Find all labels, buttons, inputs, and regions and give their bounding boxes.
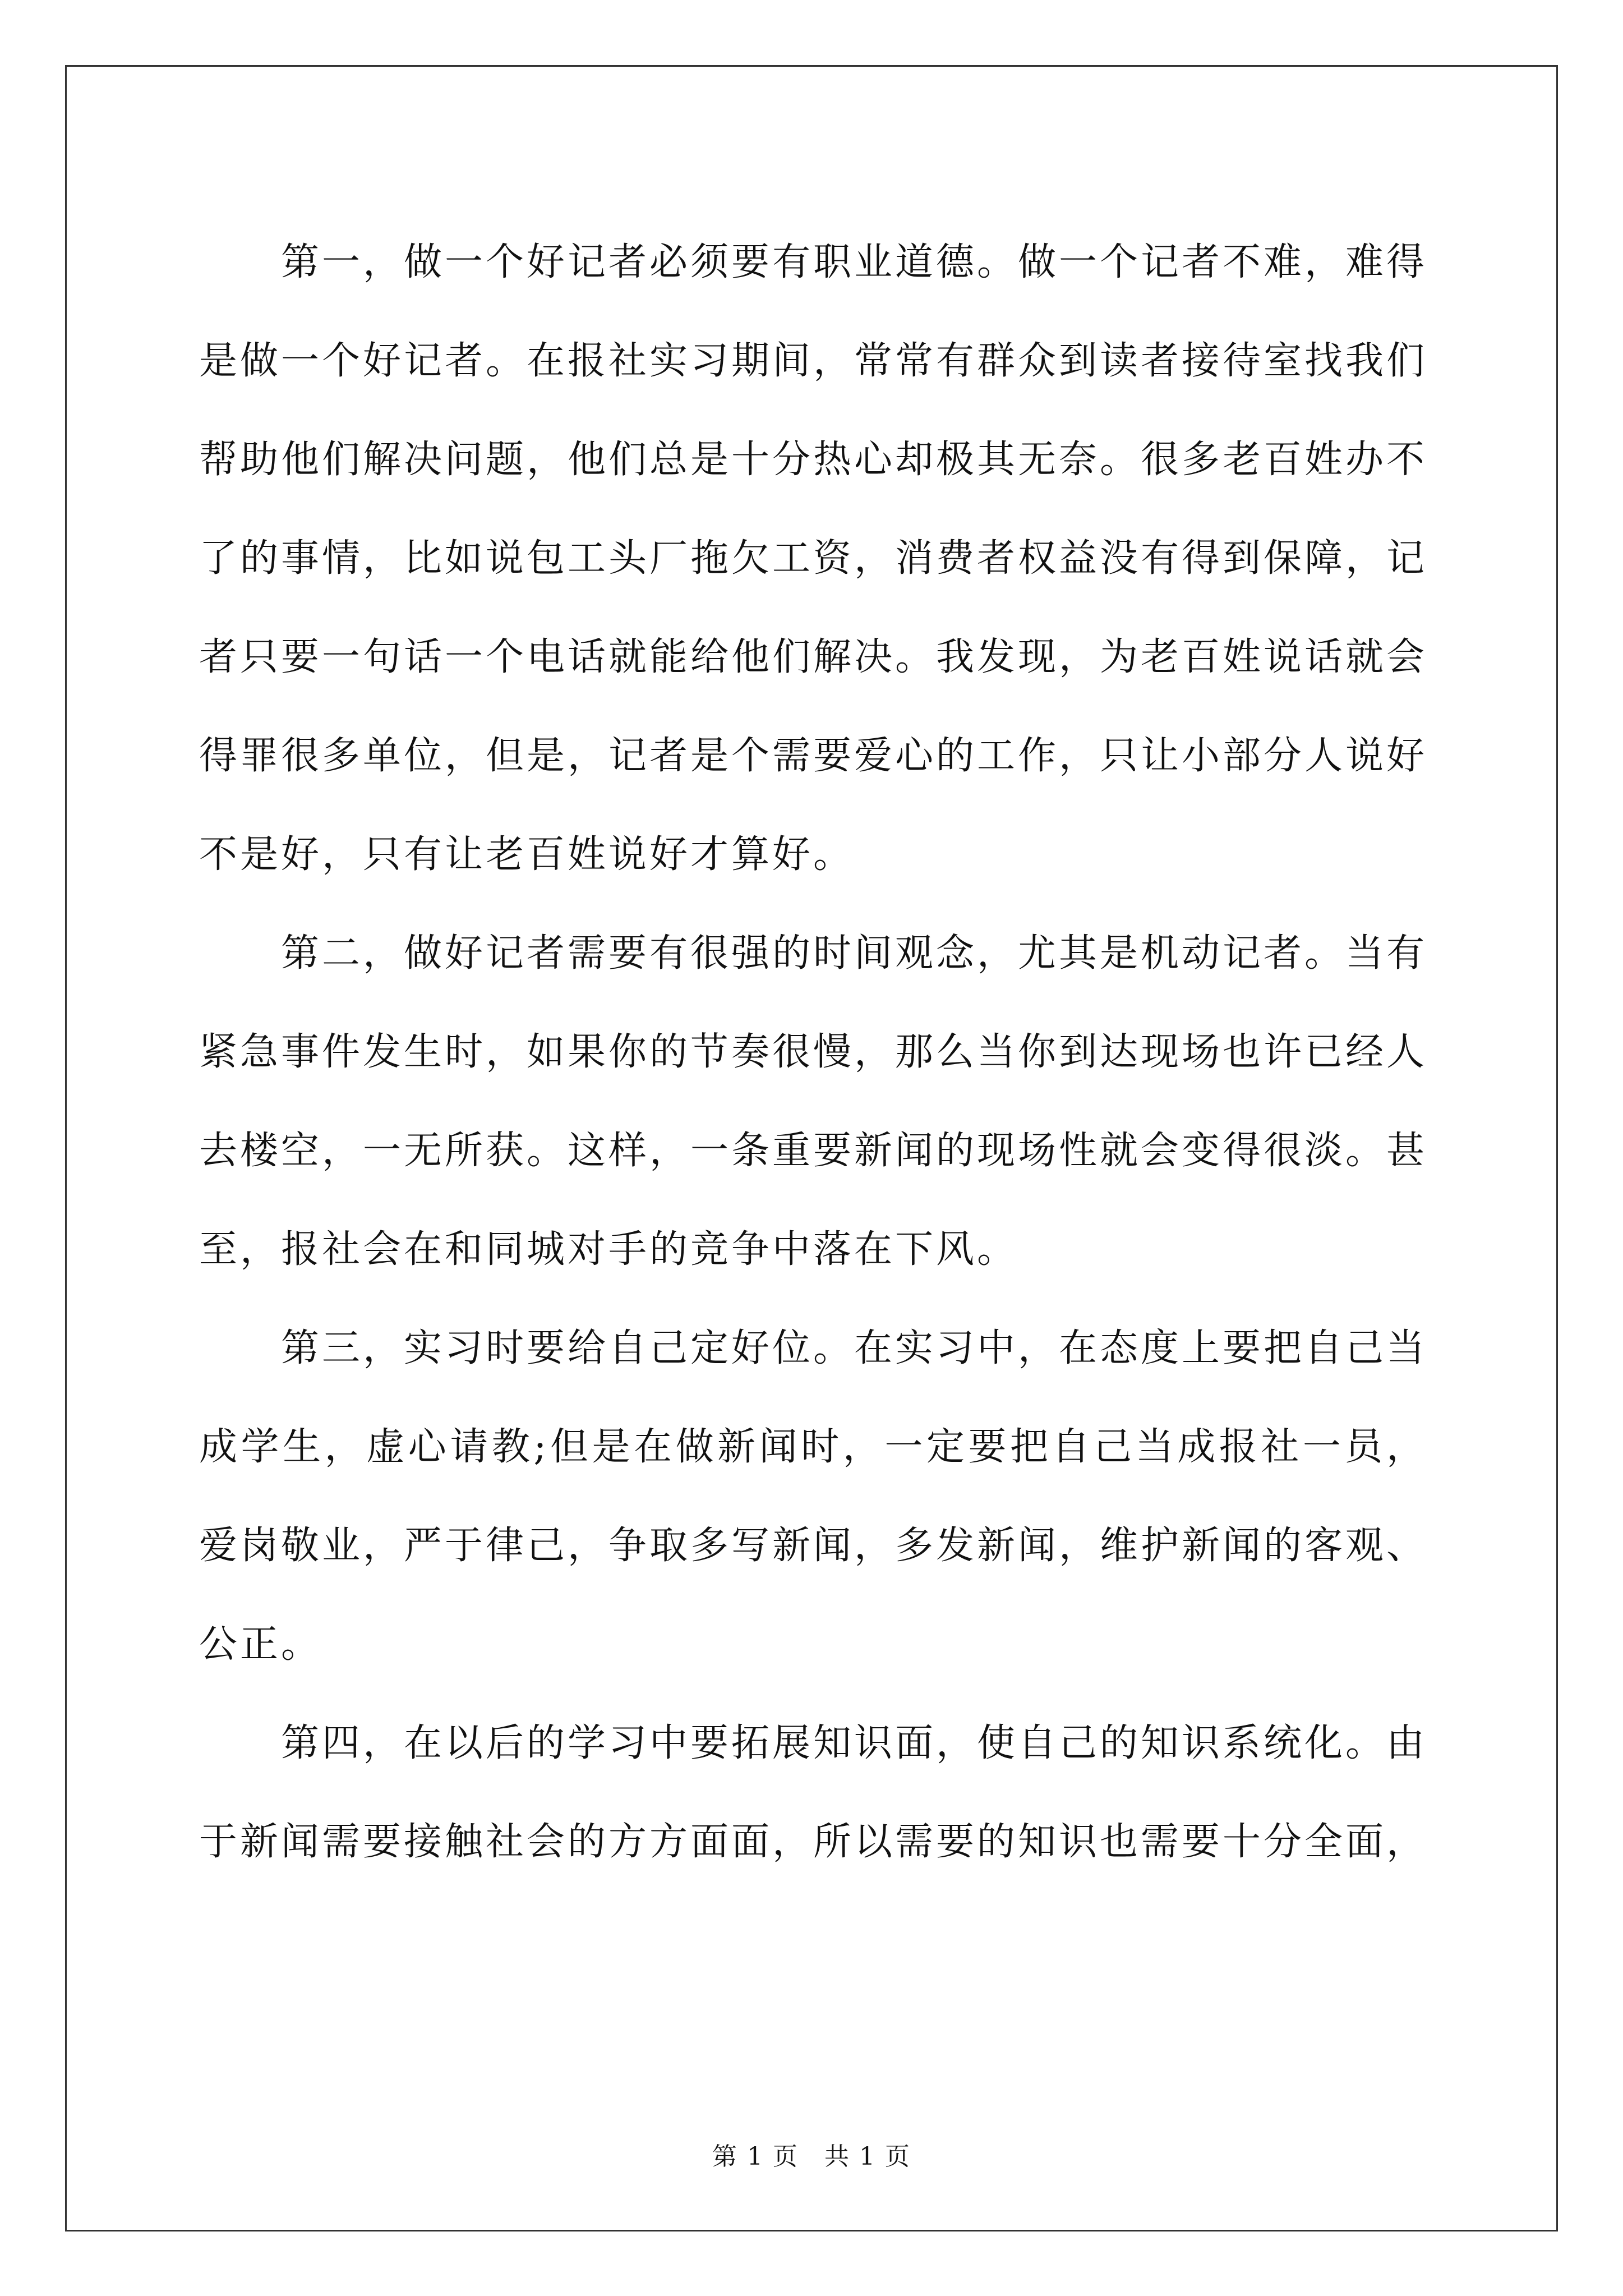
page-footer <box>0 2136 1623 2172</box>
document-body <box>199 213 1427 1892</box>
paragraph-4: 第四，在以后的学习中要拓展知识面，使自己的知识系统化。由于新闻需要接触社会的方方面面，所以需要的知识也需要十分全面， <box>199 1721 1428 1864</box>
paragraph-1: 第一，做一个好记者必须要有职业道德。做一个记者不难，难得是做一个好记者。在报社实习期间，常常有群众到读者接待室找我们帮助他们解决问题，他们总是十分热心却极其无奈。很多老百姓办不了的事情，比如说包工头厂拖欠工资，消费者权益没有得到保障，记者只要一句话一个电话就能给他们解决。我发现，为老百姓说话就会得罪很多单位，但是，记者是个需要爱心的工作，只让小部分人说好不是好，只有让老百姓说好才算好。 <box>199 240 1428 877</box>
paragraph-2: 第二，做好记者需要有很强的时间观念，尤其是机动记者。当有紧急事件发生时，如果你的节奏很慢，那么当你到达现场也许已经人去楼空，一无所获。这样，一条重要新闻的现场性就会变得很淡。甚至，报社会在和同城对手的竞争中落在下风。 <box>199 931 1428 1272</box>
paragraph-3: 第三，实习时要给自己定好位。在实习中，在态度上要把自己当成学生，虚心请教;但是在做新闻时，一定要把自己当成报社一员，爱岗敬业，严于律己，争取多写新闻，多发新闻，维护新闻的客观、公正。 <box>199 1326 1428 1667</box>
page-number-label: 第 1 页 共 1 页 <box>712 2142 911 2171</box>
